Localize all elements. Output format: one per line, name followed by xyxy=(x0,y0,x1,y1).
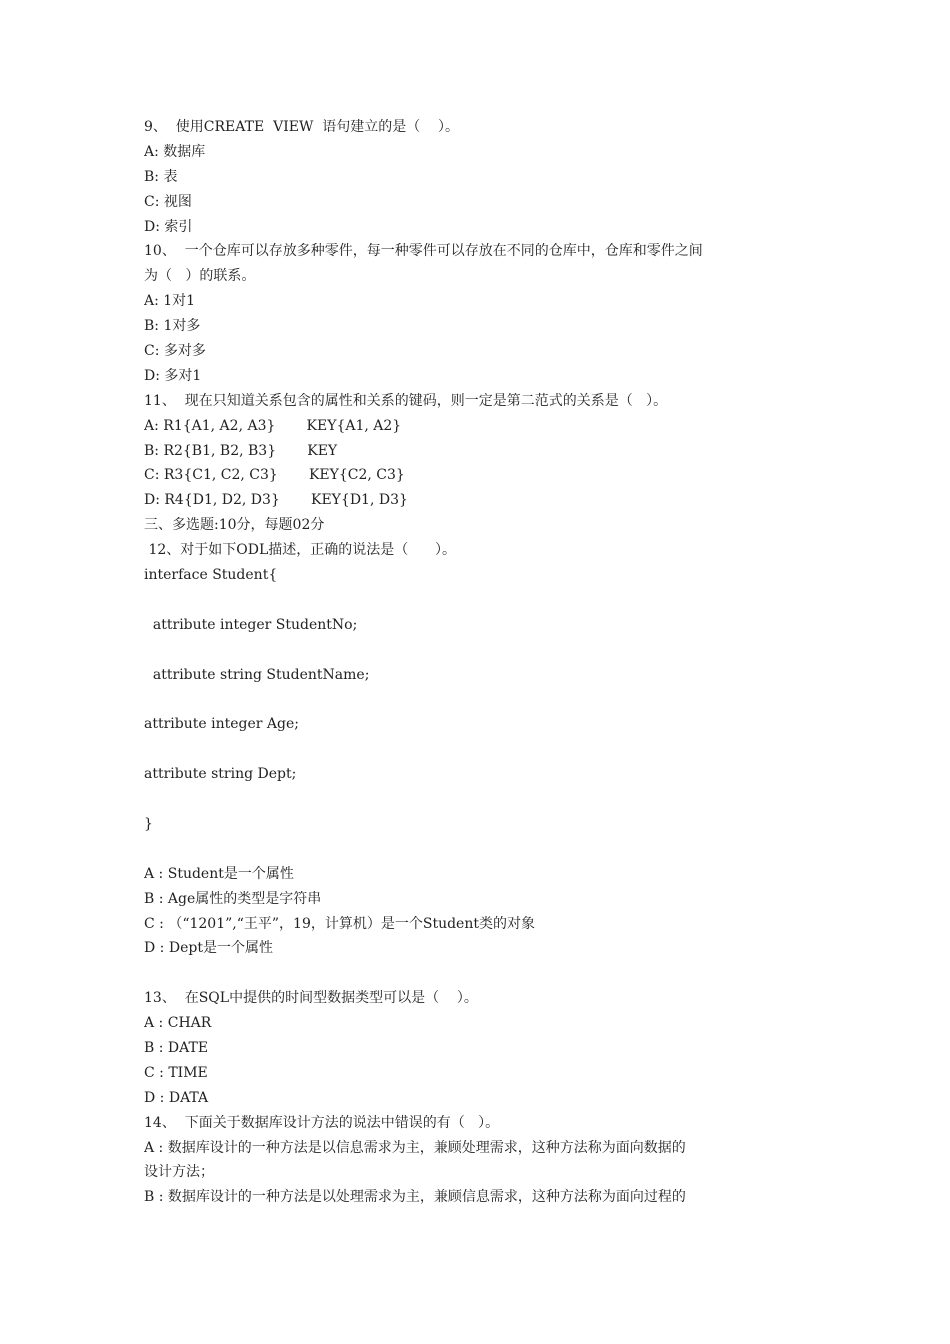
blank-line xyxy=(144,787,814,812)
code-line: attribute integer Age; xyxy=(144,716,299,733)
q10-option-a: A: 1对1 xyxy=(144,293,196,310)
q11-option-c: C: R3{C1, C2, C3} KEY{C2, C3} xyxy=(144,467,405,484)
q9-question: 9、 使用CREATE VIEW 语句建立的是（ ）。 xyxy=(144,119,460,135)
blank-line xyxy=(144,687,814,712)
q14-option-a-line2: 设计方法； xyxy=(144,1164,214,1181)
blank-line xyxy=(144,737,814,762)
q10-question-line1: 10、 一个仓库可以存放多种零件，每一种零件可以存放在不同的仓库中，仓库和零件之间 xyxy=(144,243,703,260)
q10-question-line2: 为（ ）的联系。 xyxy=(144,268,256,285)
q13-option-b: B : DATE xyxy=(144,1039,209,1056)
q14-option-a-line1: A : 数据库设计的一种方法是以信息需求为主，兼顾处理需求，这种方法称为面向数据的 xyxy=(144,1139,686,1156)
q9-option-d: D: 索引 xyxy=(144,218,193,235)
q10-option-d: D: 多对1 xyxy=(144,367,202,384)
q9-option-c: C: 视图 xyxy=(144,193,192,210)
document-page xyxy=(144,115,814,1210)
q13-option-a: A : CHAR xyxy=(144,1015,212,1032)
blank-line xyxy=(144,638,814,663)
blank-line xyxy=(144,588,814,613)
q11-option-b: B: R2{B1, B2, B3} KEY xyxy=(144,442,338,459)
q9-option-b: B: 表 xyxy=(144,168,178,185)
q12-option-b: B : Age属性的类型是字符串 xyxy=(144,890,322,907)
q14-question: 14、 下面关于数据库设计方法的说法中错误的有（ ）。 xyxy=(144,1114,500,1131)
q10-option-c: C: 多对多 xyxy=(144,343,206,360)
blank-line xyxy=(144,961,814,986)
code-line: attribute string StudentName; xyxy=(144,666,370,683)
q11-option-d: D: R4{D1, D2, D3} KEY{D1, D3} xyxy=(144,492,408,509)
q11-question: 11、 现在只知道关系包含的属性和关系的键码，则一定是第二范式的关系是（ ）。 xyxy=(144,392,668,409)
blank-line xyxy=(144,837,814,862)
q10-option-b: B: 1对多 xyxy=(144,318,201,335)
q13-question: 13、 在SQL中提供的时间型数据类型可以是（ ）。 xyxy=(144,990,478,1007)
q14-option-b-line1: B : 数据库设计的一种方法是以处理需求为主，兼顾信息需求，这种方法称为面向过程的 xyxy=(144,1189,686,1206)
q12-option-a: A : Student是一个属性 xyxy=(144,865,294,882)
q12-question: 12、对于如下ODL描述，正确的说法是（ ）。 xyxy=(144,542,456,559)
q12-option-c: C : （“1201”,“王平”，19，计算机）是一个Student类的对象 xyxy=(144,915,535,932)
section-heading: 三、多选题:10分，每题02分 xyxy=(144,517,325,534)
code-line: } xyxy=(144,815,153,832)
q13-option-c: C : TIME xyxy=(144,1064,208,1081)
q9-option-a: A: 数据库 xyxy=(144,143,206,160)
code-line: attribute integer StudentNo; xyxy=(144,616,358,633)
q11-option-a: A: R1{A1, A2, A3} KEY{A1, A2} xyxy=(144,417,402,434)
code-line: attribute string Dept; xyxy=(144,766,297,783)
q13-option-d: D : DATA xyxy=(144,1089,209,1106)
q12-option-d: D : Dept是一个属性 xyxy=(144,940,273,957)
code-line: interface Student{ xyxy=(144,567,278,584)
